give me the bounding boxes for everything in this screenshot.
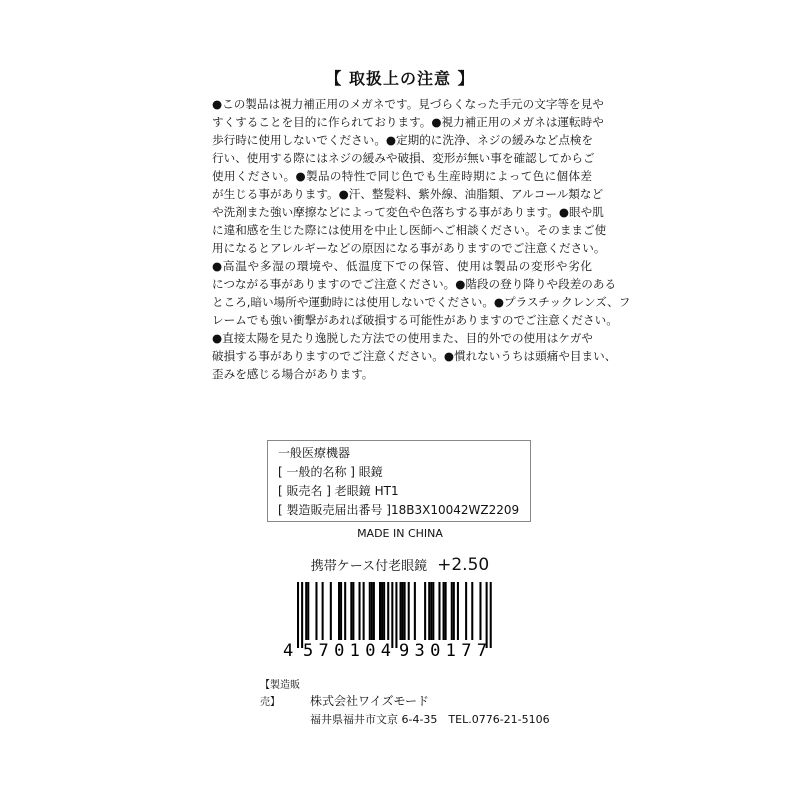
notice-title: 【 取扱上の注意 】 [325, 69, 475, 88]
barcode-bar [315, 582, 317, 640]
caution-line: が生じる事があります。●汗、整髪料、紫外線、油脂類、アルコール類など [212, 187, 604, 201]
caution-line: 行い、使用する際にはネジの緩みや破損、変形が無い事を確認してからご [212, 151, 595, 165]
barcode-bar [369, 582, 371, 640]
barcode-bar [344, 582, 346, 640]
barcode-bar [400, 582, 402, 640]
medical-device-info-box [267, 440, 531, 522]
caution-line: や洗剤また強い摩擦などによって変色や色落ちする事があります。●眼や肌 [212, 205, 604, 219]
barcode-bar [445, 582, 447, 640]
caution-line: 使用ください。●製品の特性で同じ色でも生産時期によって色に個体差 [212, 169, 592, 183]
barcode-bar [338, 582, 340, 640]
barcode-bar [430, 582, 432, 640]
barcode-bar [443, 582, 445, 640]
lens-power: +2.50 [437, 555, 490, 575]
caution-line: すくすることを目的に作られております。●視力補正用のメガネは運転時や [212, 115, 604, 129]
barcode-bar [381, 582, 383, 640]
company-address: 福井県福井市文京 6-4-35 TEL.0776-21-5106 [310, 713, 550, 726]
registration-number: [ 製造販売届出番号 ]18B3X10042WZ2209 [278, 503, 520, 517]
caution-line: に違和感を生じた際には使用を中止し医師へご相談ください。そのままご使 [212, 223, 607, 237]
barcode-bar [359, 582, 361, 640]
barcode-digits-left: 570104 [303, 641, 391, 660]
barcode-bar [371, 582, 373, 640]
product-name: 携帯ケース付老眼鏡 [310, 559, 428, 574]
barcode-bar [350, 582, 352, 640]
barcode-bar [363, 582, 365, 640]
manufacturer-label: 【製造販売】 [260, 680, 300, 708]
manufacturer-info [260, 677, 550, 728]
barcode-bar [340, 582, 342, 640]
barcode-bar [373, 582, 375, 640]
barcode-bar [486, 582, 488, 648]
barcode-digit-first: 4 [283, 641, 294, 660]
barcode-bar [395, 582, 397, 648]
caution-line: 歩行時に使用しないでください。●定期的に洗浄、ネジの緩みなど点検を [212, 133, 594, 147]
caution-line: 破損する事がありますのでご注意ください。●慣れないうちは頭痛や目まい、 [212, 349, 617, 363]
caution-line: レームでも強い衝撃があれば破損する可能性がありますのでご注意ください。 [212, 313, 618, 327]
barcode-bar [379, 582, 381, 640]
caution-line: につながる事がありますのでご注意ください。●階段の登り降りや段差のある [212, 277, 617, 291]
barcode-bar [383, 582, 385, 640]
caution-line: ●直接太陽を見たり逸脱した方法での使用また、目的外での使用はケガや [212, 331, 593, 345]
barcode [275, 580, 525, 660]
barcode-bar [428, 582, 430, 640]
sales-name: [ 販売名 ] 老眼鏡 HT1 [278, 484, 399, 498]
barcode-bar [352, 582, 354, 640]
barcode-bar [404, 582, 406, 640]
barcode-bar [402, 582, 404, 640]
barcode-bar [297, 582, 299, 648]
barcode-bar [457, 582, 459, 640]
generic-name: [ 一般的名称 ] 眼鏡 [278, 465, 383, 479]
barcode-bar [387, 582, 389, 640]
caution-line: 用になるとアレルギーなどの原因になる事がありますのでご注意ください。 [212, 241, 606, 255]
barcode-bar [307, 582, 309, 640]
barcode-bar [330, 582, 332, 640]
caution-line: ところ,暗い場所や運動時には使用しないでください。●プラスチックレンズ、フ [212, 295, 631, 309]
product-line [0, 555, 800, 575]
barcode-bar [301, 582, 303, 648]
barcode-bar [451, 582, 453, 640]
caution-line: 歪みを感じる場合があります。 [212, 367, 374, 381]
barcode-bar [305, 582, 307, 640]
barcode-bar [471, 582, 473, 640]
barcode-bar [465, 582, 467, 640]
barcode-bar [438, 582, 440, 640]
caution-notes [212, 95, 631, 383]
device-class: 一般医療機器 [278, 446, 351, 460]
barcode-bar [322, 582, 324, 640]
barcode-bar [391, 582, 393, 648]
barcode-bar [408, 582, 410, 640]
barcode-bar [432, 582, 434, 640]
barcode-bar [479, 582, 481, 640]
barcode-bar [490, 582, 492, 648]
barcode-digits-right: 930177 [399, 641, 487, 660]
barcode-bar [424, 582, 426, 640]
country-of-origin: MADE IN CHINA [357, 527, 443, 540]
company-name: 株式会社ワイズモード [310, 694, 430, 708]
caution-line: ●高温や多湿の環境や、低温度下での保管、使用は製品の変形や劣化 [212, 259, 592, 273]
caution-line: ●この製品は視力補正用のメガネです。見づらくなった手元の文字等を見や [212, 97, 604, 111]
barcode-bar [453, 582, 455, 640]
barcode-bar [414, 582, 416, 640]
